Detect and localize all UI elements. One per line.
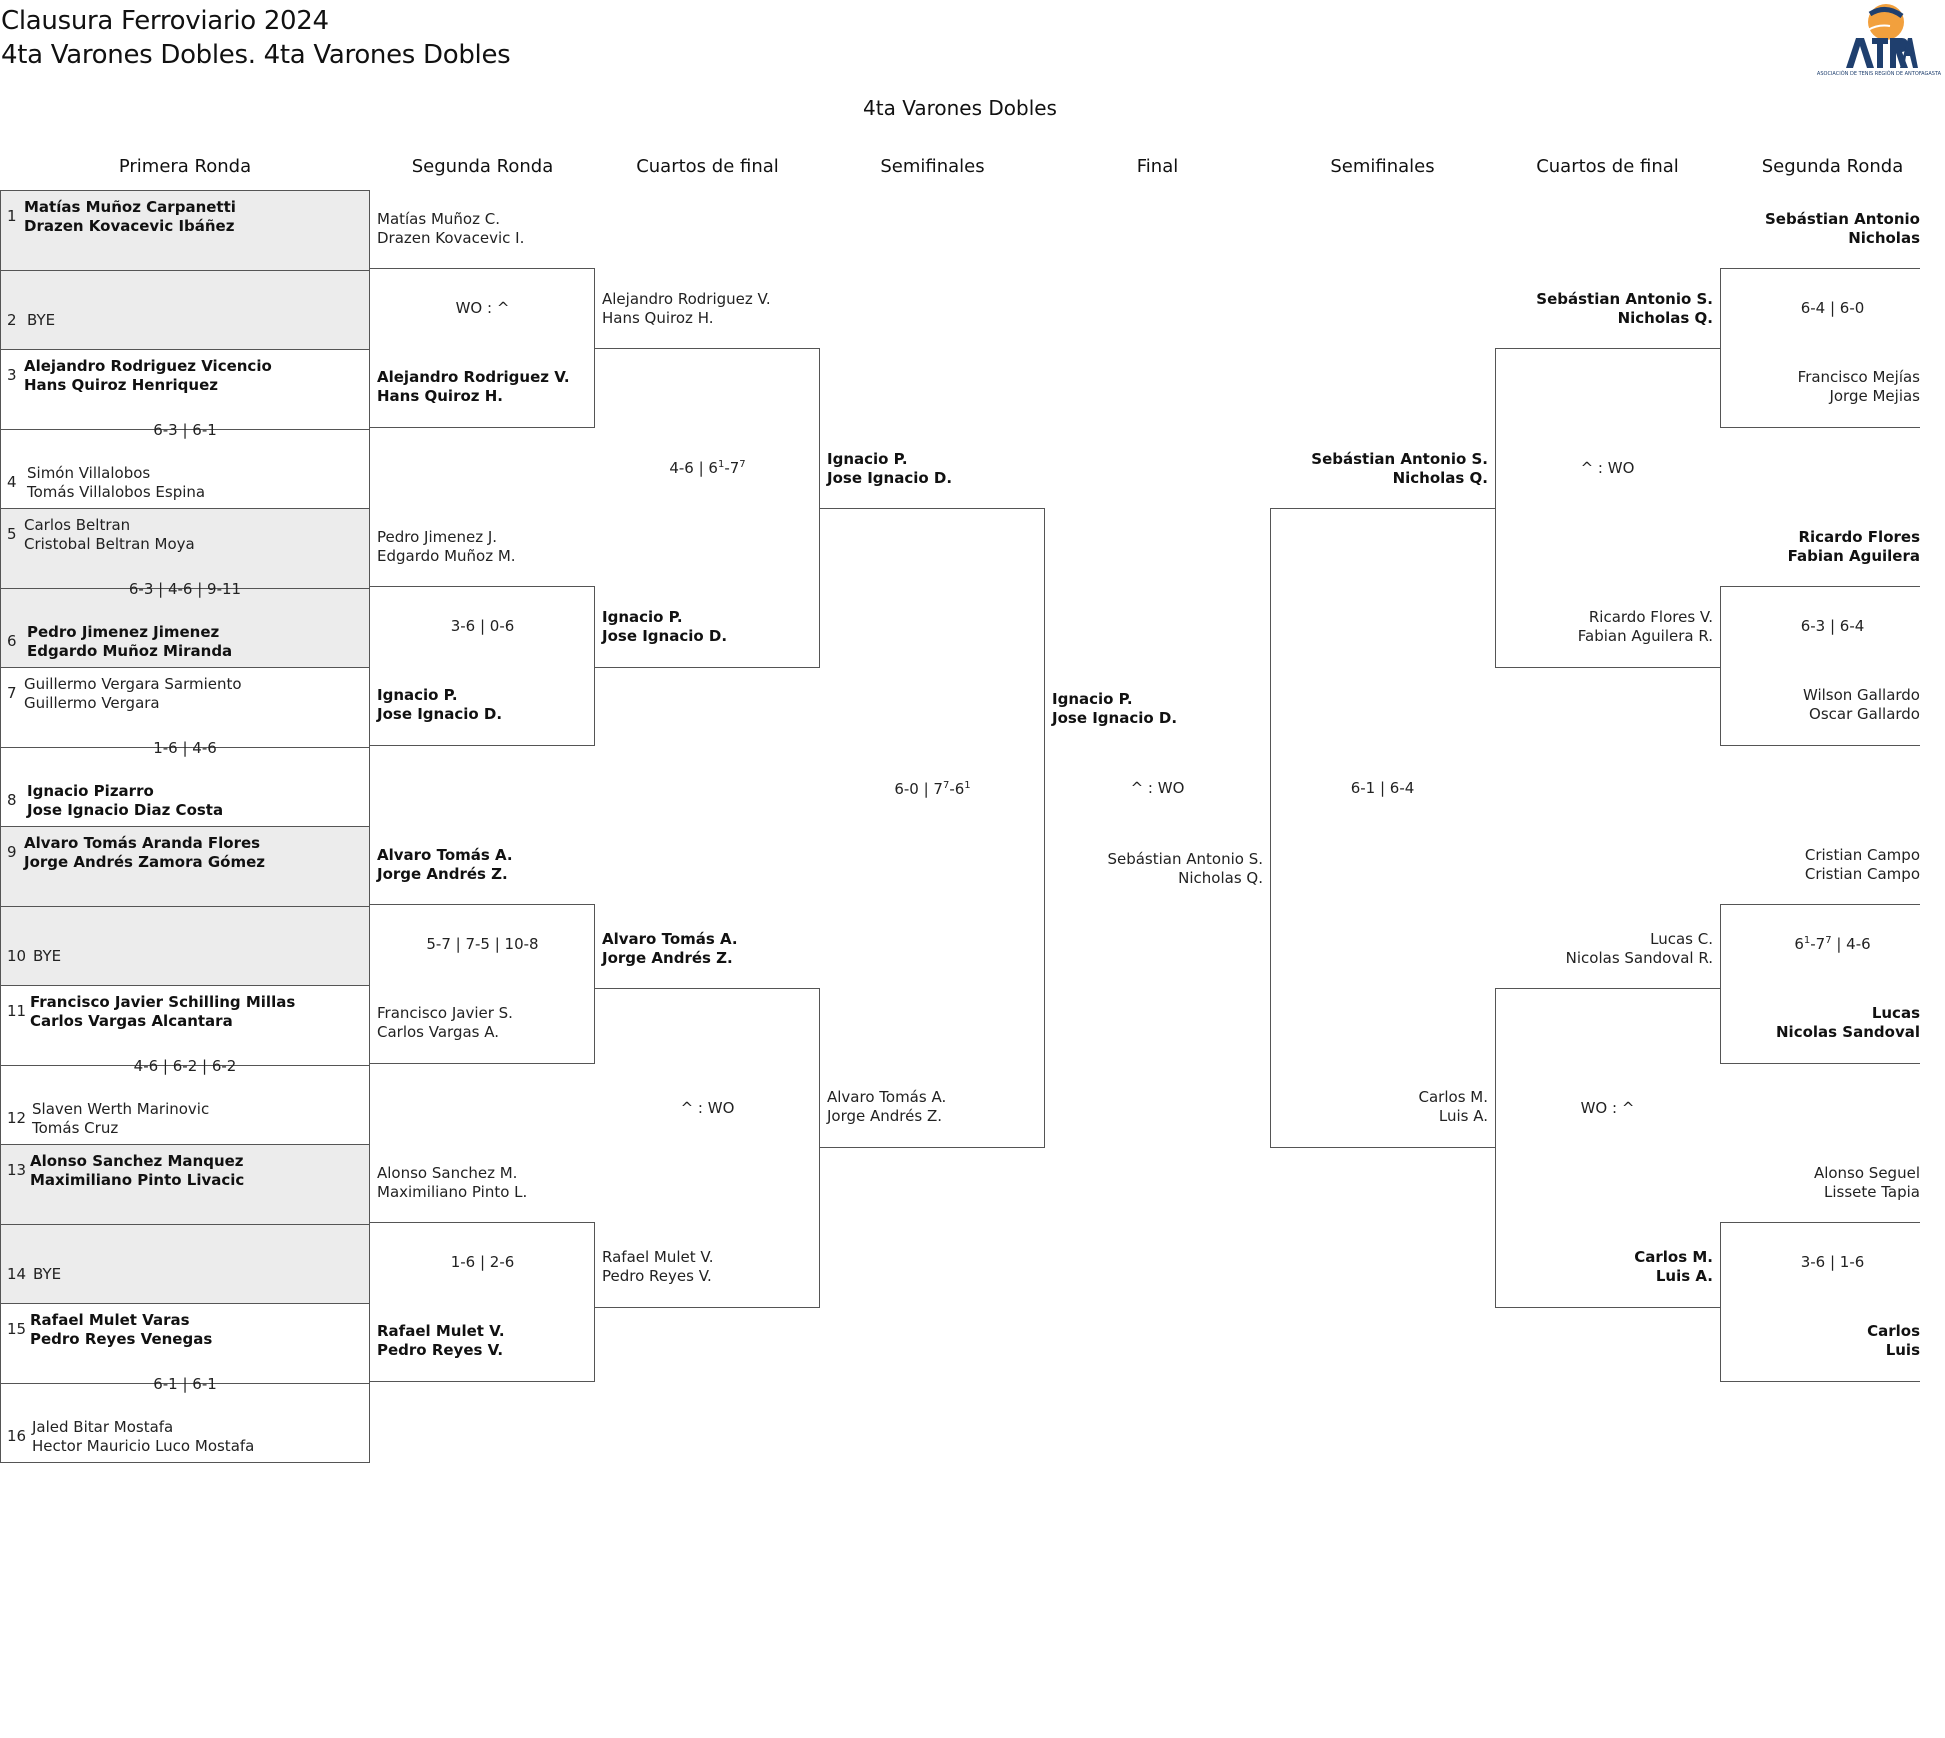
seed-number: 1 (7, 207, 17, 225)
match-score: $6^1-7^7$ | 4-6 (1794, 935, 1871, 953)
first-round-top-player2: Cristobal Beltran Moya (24, 535, 195, 553)
seed-number: 12 (7, 1109, 27, 1127)
match-score: 5-7 | 7-5 | 10-8 (426, 935, 539, 953)
second-round-left-top-player2: Jorge Andrés Z. (377, 865, 508, 883)
match-score: 6-1 | 6-1 (153, 1375, 217, 1393)
second-round-left-bottom-player2: Hans Quiroz H. (377, 387, 503, 405)
second-round-right-top-player2: Cristian Campo (1804, 865, 1920, 883)
second-round-right-top-player2: Lissete Tapia (1823, 1183, 1920, 1201)
seed-number: 14 (7, 1265, 27, 1283)
semifinal-box-left (820, 508, 1045, 1148)
second-round-left-bottom-player2: Carlos Vargas A. (377, 1023, 500, 1041)
quarterfinal-left-top-player1: Alvaro Tomás A. (602, 930, 738, 948)
round-header-primera: Primera Ronda (118, 156, 252, 177)
svg-text:ASOCIACIÓN DE TENIS REGIÓN DE: ASOCIACIÓN DE TENIS REGIÓN DE ANTOFAGASTA (1816, 71, 1942, 77)
round-header-cuartos-left: Cuartos de final (636, 156, 779, 177)
bye-label: BYE (33, 947, 62, 965)
semifinal-right-top-player2: Nicholas Q. (1392, 469, 1488, 487)
first-round-top-player1: Francisco Javier Schilling Millas (30, 993, 296, 1011)
final-top-player1: Ignacio P. (1052, 690, 1133, 708)
second-round-left-bottom-player1: Francisco Javier S. (377, 1004, 513, 1022)
seed-number: 9 (7, 843, 17, 861)
draw-title: 4ta Varones Dobles (863, 96, 1057, 120)
seed-number: 5 (7, 525, 17, 543)
first-round-bottom-player2: Edgardo Muñoz Miranda (27, 642, 233, 660)
quarterfinal-right-top-player1: Sebástian Antonio S. (1536, 290, 1713, 308)
seed-number: 3 (7, 366, 17, 384)
round-header-segunda-left: Segunda Ronda (411, 156, 554, 177)
quarterfinal-left-top-player2: Jorge Andrés Z. (602, 949, 733, 967)
quarterfinal-left-bottom-player2: Jose Ignacio D. (602, 627, 728, 645)
second-round-right-bottom-player2: Jorge Mejias (1829, 387, 1920, 405)
semifinal-left-top-player1: Ignacio P. (827, 450, 908, 468)
match-score: 3-6 | 1-6 (1800, 1253, 1865, 1271)
quarterfinal-right-bottom-player1: Carlos M. (1634, 1248, 1713, 1266)
first-round-top-player2: Carlos Vargas Alcantara (30, 1012, 233, 1030)
quarterfinal-left-bottom-player2: Pedro Reyes V. (602, 1267, 712, 1285)
first-round-bottom-player1: Simón Villalobos (27, 464, 151, 482)
match-score: ^ : WO (1130, 779, 1185, 797)
second-round-left-bottom-player1: Rafael Mulet V. (377, 1322, 505, 1340)
second-round-right-bottom-player2: Oscar Gallardo (1809, 705, 1920, 723)
quarterfinal-left-top-player2: Hans Quiroz H. (602, 309, 714, 327)
first-round-bottom-player2: Tomás Villalobos Espina (27, 483, 206, 501)
second-round-right-bottom-player2: Nicolas Sandoval (1776, 1023, 1920, 1041)
first-round-match (0, 906, 370, 987)
seed-number: 8 (7, 791, 17, 809)
second-round-left-top-player2: Edgardo Muñoz M. (377, 547, 516, 565)
match-score: 4-6 | 6-2 | 6-2 (133, 1057, 237, 1075)
seed-number: 4 (7, 473, 17, 491)
match-score: 6-1 | 6-4 (1350, 779, 1415, 797)
round-header-segunda-right: Segunda Ronda (1761, 156, 1904, 177)
final-bottom-player1: Sebástian Antonio S. (1107, 850, 1263, 868)
bye-label: BYE (27, 311, 56, 329)
second-round-right-bottom-player1: Lucas (1871, 1004, 1920, 1022)
second-round-left-bottom-player2: Pedro Reyes V. (377, 1341, 504, 1359)
match-score: 1-6 | 2-6 (450, 1253, 515, 1271)
match-score: WO : ^ (455, 299, 510, 317)
second-round-right-top-player1: Alonso Seguel (1813, 1164, 1920, 1182)
first-round-top-player2: Maximiliano Pinto Livacic (30, 1171, 245, 1189)
seed-number: 16 (7, 1427, 27, 1445)
quarterfinal-right-bottom-player2: Fabian Aguilera R. (1577, 627, 1713, 645)
quarterfinal-left-top-player1: Alejandro Rodriguez V. (602, 290, 771, 308)
seed-number: 10 (7, 947, 27, 965)
semifinal-left-bottom-player1: Alvaro Tomás A. (827, 1088, 947, 1106)
first-round-bottom-player2: Hector Mauricio Luco Mostafa (32, 1437, 255, 1455)
second-round-right-top-player1: Sebástian Antonio (1765, 210, 1920, 228)
second-round-right-bottom-player1: Wilson Gallardo (1802, 686, 1920, 704)
second-round-left-top-player2: Drazen Kovacevic I. (377, 229, 525, 247)
match-score: 6-3 | 6-4 (1800, 617, 1865, 635)
second-round-right-bottom-player2: Luis (1885, 1341, 1920, 1359)
seed-number: 15 (7, 1320, 27, 1338)
quarterfinal-right-bottom-player1: Ricardo Flores V. (1588, 608, 1713, 626)
second-round-right-top-player1: Ricardo Flores (1798, 528, 1920, 546)
match-score: 6-0 | $7^7-6^1$ (894, 780, 971, 798)
quarterfinal-right-bottom-player2: Luis A. (1655, 1267, 1713, 1285)
seed-number: 7 (7, 684, 17, 702)
quarterfinal-right-top-player1: Lucas C. (1650, 930, 1713, 948)
second-round-left-top-player1: Alonso Sanchez M. (377, 1164, 518, 1182)
first-round-top-player2: Hans Quiroz Henriquez (24, 376, 218, 394)
second-round-right-bottom-player1: Francisco Mejías (1797, 368, 1920, 386)
match-score: WO : ^ (1580, 1099, 1635, 1117)
round-header-final: Final (1136, 156, 1179, 177)
seed-number: 11 (7, 1002, 27, 1020)
second-round-right-top-player1: Cristian Campo (1804, 846, 1920, 864)
semifinal-right-bottom-player2: Luis A. (1438, 1107, 1488, 1125)
second-round-left-top-player1: Matías Muñoz C. (377, 210, 500, 228)
first-round-bottom-player1: Slaven Werth Marinovic (32, 1100, 210, 1118)
match-score: 6-3 | 4-6 | 9-11 (128, 580, 242, 598)
semifinal-box-right (1270, 508, 1495, 1148)
match-score: 1-6 | 4-6 (153, 739, 217, 757)
semifinal-right-bottom-player1: Carlos M. (1418, 1088, 1488, 1106)
round-header-cuartos-right: Cuartos de final (1536, 156, 1679, 177)
first-round-bottom-player2: Tomás Cruz (32, 1119, 119, 1137)
seed-number: 6 (7, 632, 17, 650)
final-top-player2: Jose Ignacio D. (1052, 709, 1178, 727)
second-round-left-top-player1: Alvaro Tomás A. (377, 846, 513, 864)
final-bottom-player2: Nicholas Q. (1178, 869, 1263, 887)
first-round-top-player2: Guillermo Vergara (24, 694, 160, 712)
semifinal-left-top-player2: Jose Ignacio D. (827, 469, 953, 487)
first-round-bottom-player2: Jose Ignacio Diaz Costa (27, 801, 224, 819)
first-round-top-player1: Guillermo Vergara Sarmiento (24, 675, 242, 693)
round-header-semis-right: Semifinales (1330, 156, 1435, 177)
second-round-right-bottom-player1: Carlos (1867, 1322, 1920, 1340)
tournament-title: Clausura Ferroviario 2024 (1, 6, 329, 36)
first-round-bottom-player1: Ignacio Pizarro (27, 782, 154, 800)
match-score: 4-6 | $6^1-7^7$ (669, 459, 746, 477)
first-round-top-player1: Alvaro Tomás Aranda Flores (24, 834, 261, 852)
second-round-left-top-player2: Maximiliano Pinto L. (377, 1183, 528, 1201)
first-round-bottom-player1: Jaled Bitar Mostafa (32, 1418, 174, 1436)
first-round-match (0, 1224, 370, 1305)
second-round-left-bottom-player2: Jose Ignacio D. (377, 705, 503, 723)
second-round-right-top-player2: Fabian Aguilera (1787, 547, 1920, 565)
quarterfinal-left-bottom-player1: Ignacio P. (602, 608, 683, 626)
first-round-top-player2: Pedro Reyes Venegas (30, 1330, 213, 1348)
first-round-top-player1: Carlos Beltran (24, 516, 131, 534)
first-round-match (0, 270, 370, 351)
quarterfinal-right-top-player2: Nicolas Sandoval R. (1565, 949, 1713, 967)
second-round-right-top-player2: Nicholas (1848, 229, 1920, 247)
first-round-top-player1: Matías Muñoz Carpanetti (24, 198, 236, 216)
first-round-top-player1: Rafael Mulet Varas (30, 1311, 190, 1329)
seed-number: 13 (7, 1161, 27, 1179)
first-round-top-player2: Jorge Andrés Zamora Gómez (24, 853, 265, 871)
second-round-left-bottom-player1: Alejandro Rodriguez V. (377, 368, 570, 386)
match-score: 3-6 | 0-6 (450, 617, 515, 635)
seed-number: 2 (7, 311, 17, 329)
semifinal-right-top-player1: Sebástian Antonio S. (1311, 450, 1488, 468)
event-title: 4ta Varones Dobles. 4ta Varones Dobles (1, 40, 511, 70)
match-score: 6-3 | 6-1 (153, 421, 217, 439)
bye-label: BYE (33, 1265, 62, 1283)
first-round-top-player1: Alejandro Rodriguez Vicencio (24, 357, 272, 375)
quarterfinal-left-bottom-player1: Rafael Mulet V. (602, 1248, 714, 1266)
match-score: ^ : WO (1580, 459, 1635, 477)
first-round-top-player2: Drazen Kovacevic Ibáñez (24, 217, 235, 235)
first-round-top-player1: Alonso Sanchez Manquez (30, 1152, 244, 1170)
round-header-semis-left: Semifinales (880, 156, 985, 177)
match-score: ^ : WO (680, 1099, 735, 1117)
semifinal-left-bottom-player2: Jorge Andrés Z. (827, 1107, 943, 1125)
second-round-left-bottom-player1: Ignacio P. (377, 686, 458, 704)
atra-logo (1816, 0, 1942, 82)
first-round-bottom-player1: Pedro Jimenez Jimenez (27, 623, 220, 641)
match-score: 6-4 | 6-0 (1800, 299, 1865, 317)
quarterfinal-right-top-player2: Nicholas Q. (1617, 309, 1713, 327)
second-round-left-top-player1: Pedro Jimenez J. (377, 528, 498, 546)
